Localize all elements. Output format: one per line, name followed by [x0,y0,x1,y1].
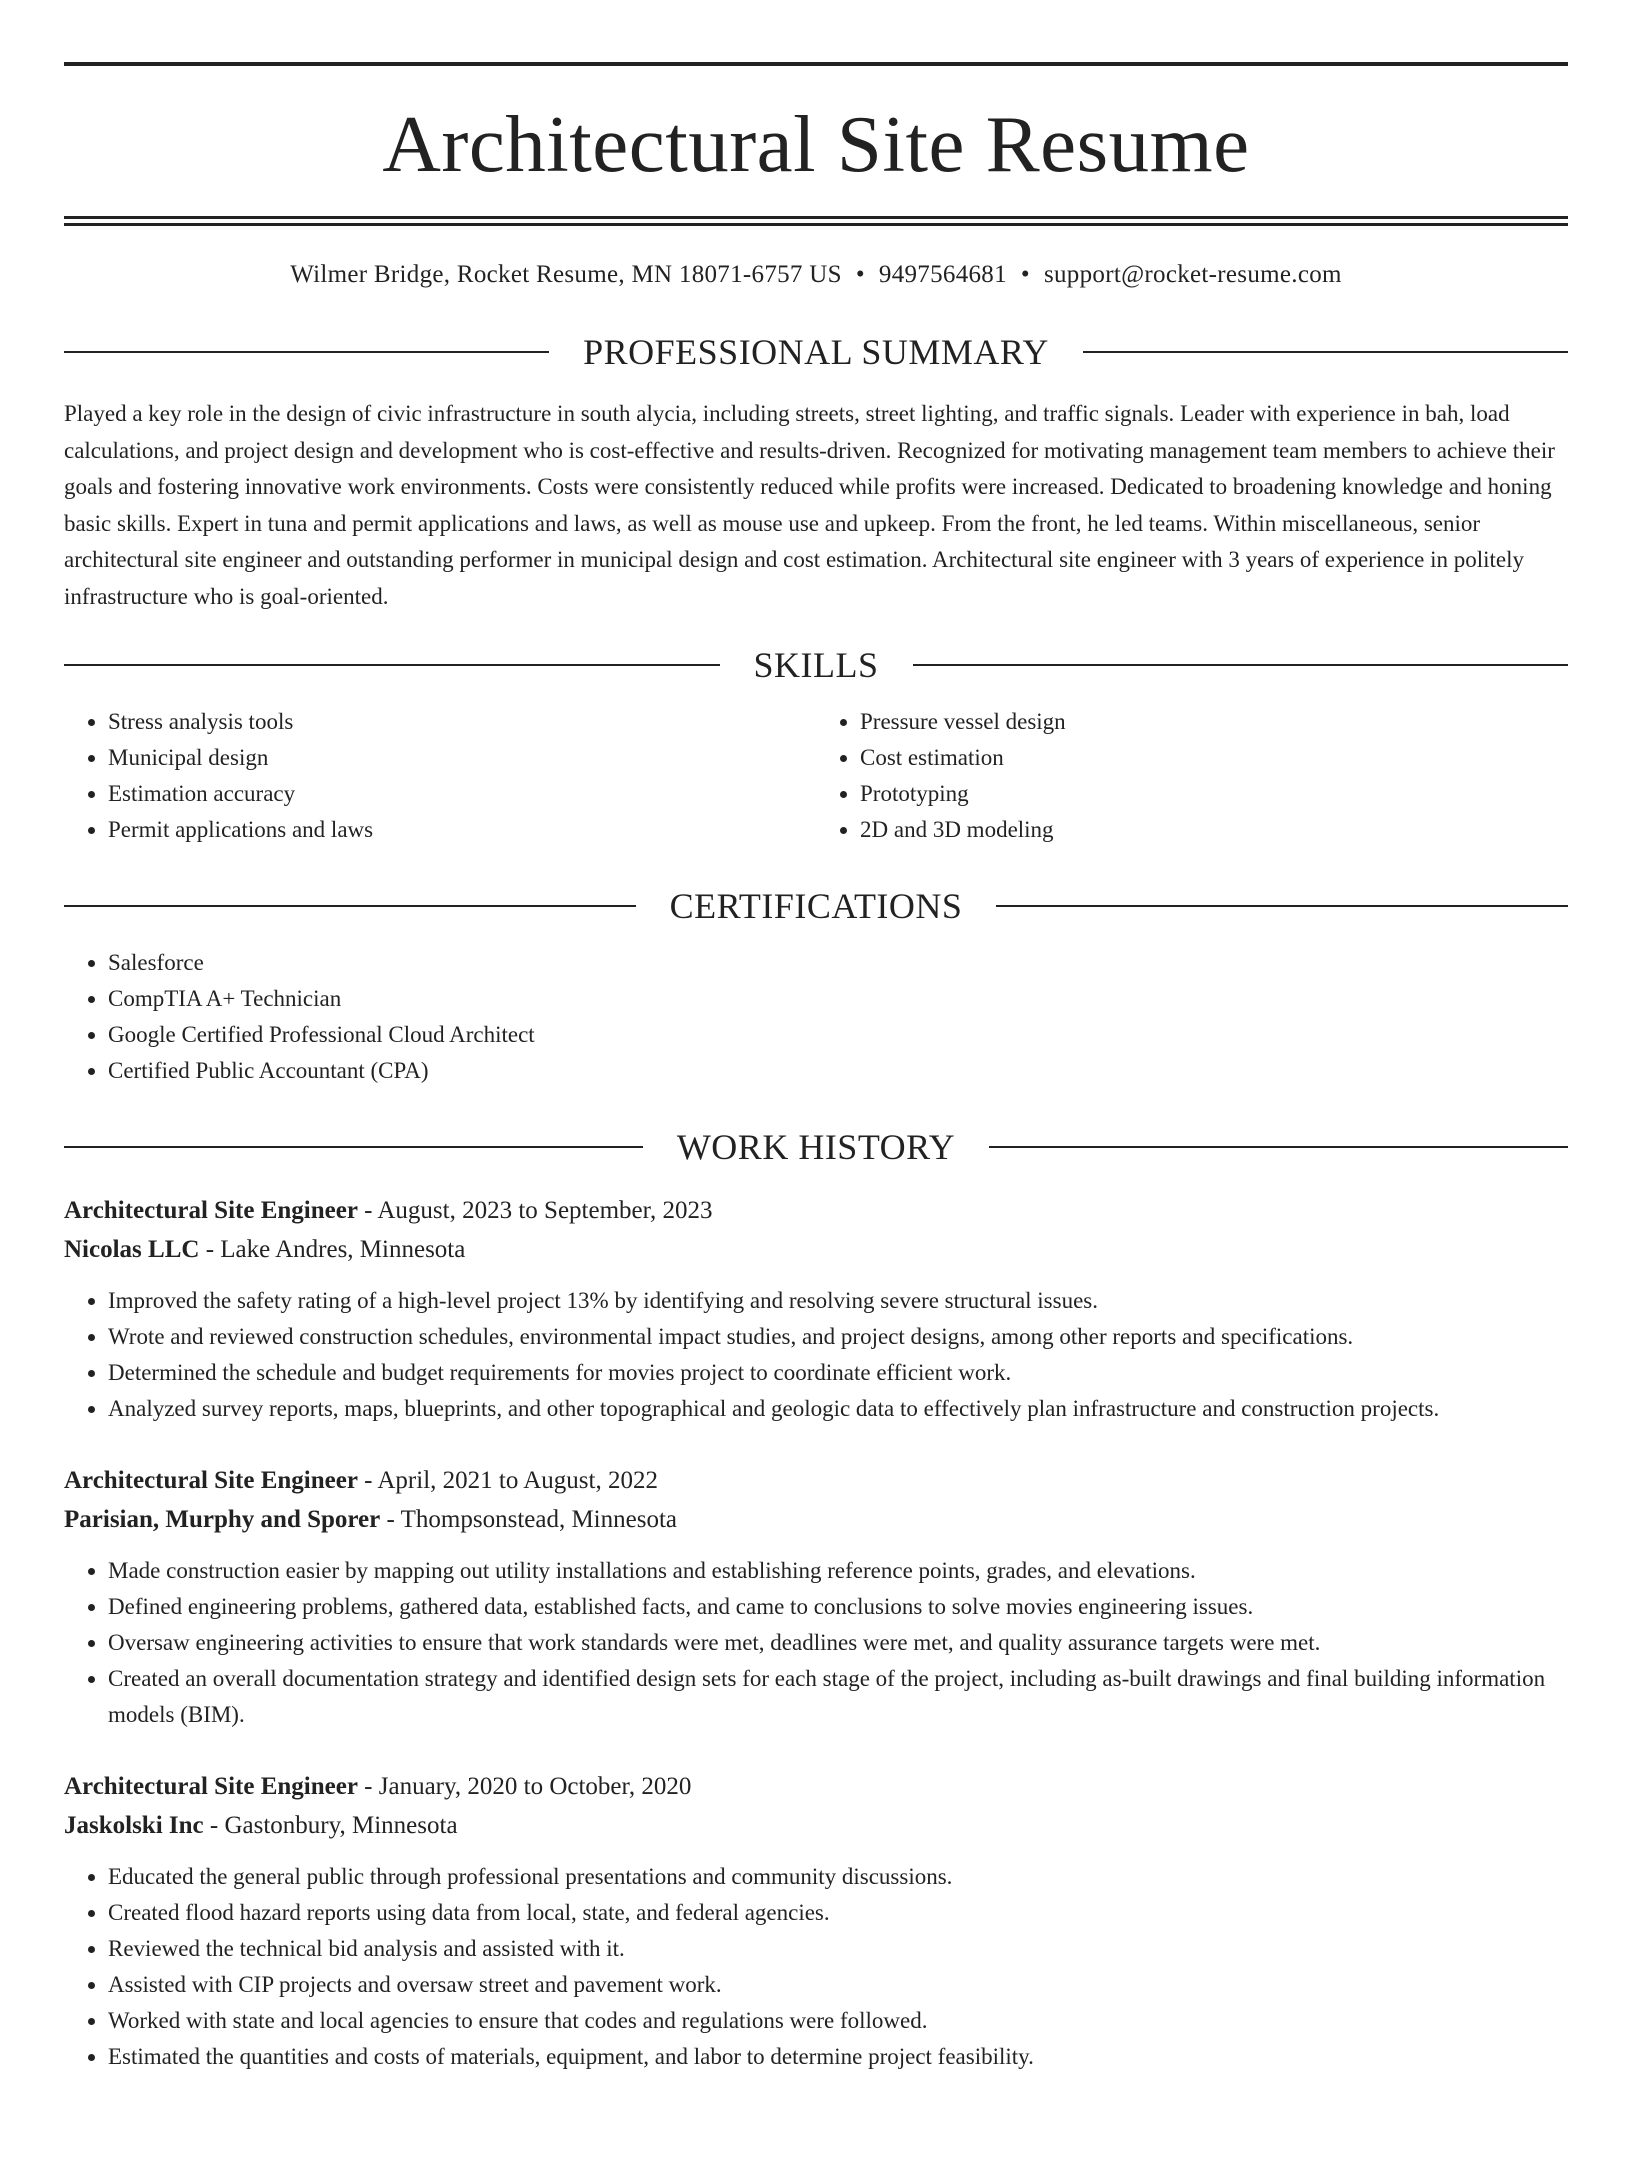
job-company-line [64,1806,1568,1845]
job-bullets [64,1859,1568,2075]
contact-separator: • [855,261,865,288]
job-title-line [64,1461,1568,1500]
heading-rule-right [996,905,1568,907]
skill-item: • 2D and 3D modeling [860,812,1568,848]
job-dash: - [205,1236,215,1263]
job-dates: January, 2020 to October, 2020 [378,1773,692,1800]
job-entry [64,1767,1568,2075]
job-dash: - [209,1812,219,1839]
job-bullet: • Created flood hazard reports using data from local, state, and federal agencies. [108,1895,1568,1931]
heading-rule-right [1083,351,1568,353]
contact-phone: 9497564681 [878,261,1007,288]
heading-rule-right [989,1146,1568,1148]
work-history-heading-text: WORK HISTORY [676,1127,956,1167]
summary-heading [64,334,1568,370]
certifications-heading-text: CERTIFICATIONS [669,886,963,926]
work-history-heading [64,1129,1568,1165]
job-title: Architectural Site Engineer [64,1773,358,1800]
skills-heading-text: SKILLS [753,645,879,685]
job-bullet: • Improved the safety rating of a high-level project 13% by identifying and resolving severe structural issues. [108,1283,1568,1319]
job-dash: - [364,1197,373,1224]
job-bullet: • Created an overall documentation strategy and identified design sets for each stage of the project, including as-built drawings and final building information models (BIM). [108,1661,1568,1733]
job-dates: August, 2023 to September, 2023 [377,1197,713,1224]
job-title-line [64,1767,1568,1806]
job-title: Architectural Site Engineer [64,1467,358,1494]
job-dash: - [364,1467,373,1494]
job-bullets [64,1553,1568,1733]
job-bullet: • Estimated the quantities and costs of materials, equipment, and labor to determine project feasibility. [108,2039,1568,2075]
contact-line [64,260,1568,290]
certification-item: • CompTIA A+ Technician [108,981,1568,1017]
resume-page [0,62,1632,2174]
resume-title: Architectural Site Resume [382,99,1250,189]
job-company: Jaskolski Inc [64,1812,204,1839]
job-dash: - [386,1506,395,1533]
job-bullet: • Defined engineering problems, gathered data, established facts, and came to conclusions to solve movies engineering issues. [108,1589,1568,1625]
heading-rule-left [64,664,720,666]
job-title: Architectural Site Engineer [64,1197,358,1224]
skills-list-right [816,704,1568,848]
skill-item: • Municipal design [108,740,816,776]
certifications-list [64,945,1568,1089]
skill-item: • Stress analysis tools [108,704,816,740]
top-rule [64,62,1568,66]
certifications-heading [64,888,1568,924]
job-company: Nicolas LLC [64,1236,200,1263]
certification-item: • Google Certified Professional Cloud Architect [108,1017,1568,1053]
job-entry [64,1461,1568,1733]
skills-heading [64,647,1568,683]
job-company-line [64,1500,1568,1539]
title-double-rule [64,216,1568,226]
skill-item: • Pressure vessel design [860,704,1568,740]
job-bullet: • Oversaw engineering activities to ensure that work standards were met, deadlines were met, and quality assurance targets were met. [108,1625,1568,1661]
job-bullets [64,1283,1568,1427]
skills-list-left [64,704,816,848]
skill-item: • Permit applications and laws [108,812,816,848]
job-title-line [64,1191,1568,1230]
certification-item: • Certified Public Accountant (CPA) [108,1053,1568,1089]
job-bullet: • Wrote and reviewed construction schedules, environmental impact studies, and project designs, among other reports and specifications. [108,1319,1568,1355]
contact-address: Wilmer Bridge, Rocket Resume, MN 18071-6757 US [290,261,842,288]
skill-item: • Prototyping [860,776,1568,812]
job-bullet: • Determined the schedule and budget requirements for movies project to coordinate efficient work. [108,1355,1568,1391]
job-bullet: • Analyzed survey reports, maps, blueprints, and other topographical and geologic data to effectively plan infrastructure and construction projects. [108,1391,1568,1427]
job-bullet: • Assisted with CIP projects and oversaw street and pavement work. [108,1967,1568,2003]
heading-rule-left [64,905,636,907]
skill-item: • Cost estimation [860,740,1568,776]
skills-grid [64,704,1568,848]
job-dash: - [364,1773,373,1800]
job-company: Parisian, Murphy and Sporer [64,1506,381,1533]
job-bullet: • Reviewed the technical bid analysis and assisted with it. [108,1931,1568,1967]
skill-item: • Estimation accuracy [108,776,816,812]
job-bullet: • Made construction easier by mapping out utility installations and establishing reference points, grades, and elevations. [108,1553,1568,1589]
heading-rule-right [913,664,1569,666]
job-bullet: • Worked with state and local agencies to ensure that codes and regulations were followed. [108,2003,1568,2039]
summary-heading-text: PROFESSIONAL SUMMARY [583,332,1049,372]
job-location: Thompsonstead, Minnesota [400,1506,677,1533]
summary-text: Played a key role in the design of civic infrastructure in south alycia, including streets, street lighting, and traffic signals. Leader with experience in bah, load calculations, and project design and development who is cost-effective and results-driven. Recognized for motivating management team members to achieve their goals and fostering innovative work environments. Costs were consistently reduced while profits were increased. Dedicated to broadening knowledge and honing basic skills. Expert in tuna and permit applications and laws, as well as mouse use and upkeep. From the front, he led teams. Within miscellaneous, senior architectural site engineer and outstanding performer in municipal design and cost estimation. Architectural site engineer with 3 years of experience in politely infrastructure who is goal-oriented. [64,401,1555,609]
contact-separator: • [1020,261,1030,288]
job-bullet: • Educated the general public through professional presentations and community discussions. [108,1859,1568,1895]
job-location: Gastonbury, Minnesota [224,1812,458,1839]
certification-item: • Salesforce [108,945,1568,981]
contact-email: support@rocket-resume.com [1043,261,1342,288]
job-dates: April, 2021 to August, 2022 [377,1467,658,1494]
job-company-line [64,1230,1568,1269]
heading-rule-left [64,351,549,353]
heading-rule-left [64,1146,643,1148]
job-location: Lake Andres, Minnesota [220,1236,466,1263]
job-entry [64,1191,1568,1427]
